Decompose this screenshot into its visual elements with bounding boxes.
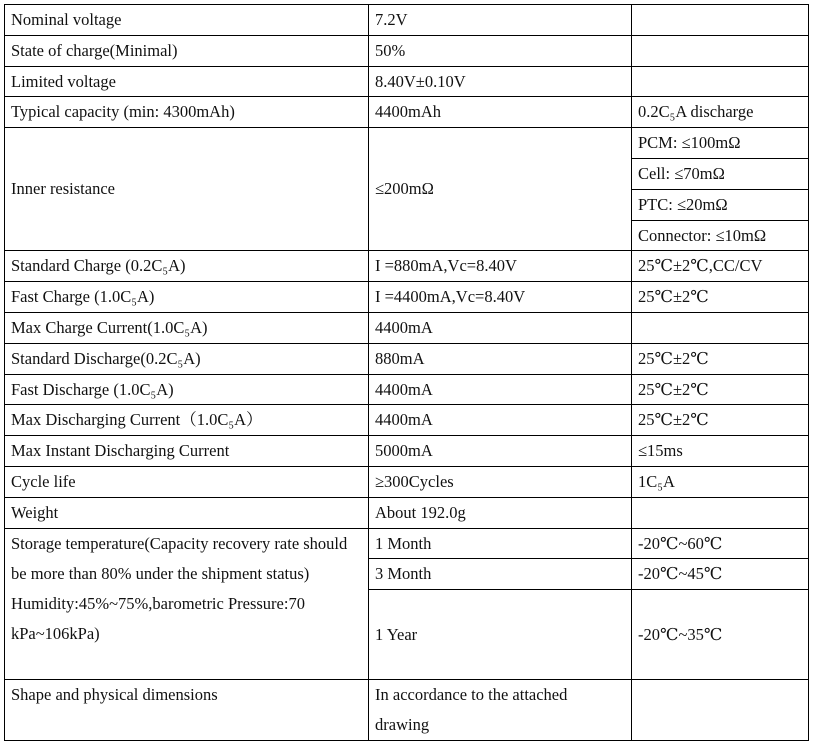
param-cell: Max Instant Discharging Current (5, 436, 369, 467)
storage-period-cell: 1 Year (369, 590, 632, 680)
table-row (5, 251, 809, 282)
condition-cell: 1C₅A (632, 466, 809, 497)
table-row (5, 680, 809, 741)
value-cell: 7.2V (369, 5, 632, 36)
condition-cell: 25℃±2℃ (632, 343, 809, 374)
condition-cell: 25℃±2℃ (632, 405, 809, 436)
storage-period-cell: 1 Month (369, 528, 632, 559)
param-cell: Typical capacity (min: 4300mAh) (5, 97, 369, 128)
param-cell: Weight (5, 497, 369, 528)
value-cell: I =4400mA,Vc=8.40V (369, 282, 632, 313)
table-row (5, 343, 809, 374)
condition-cell (632, 497, 809, 528)
param-cell: Standard Discharge(0.2C₅A) (5, 343, 369, 374)
value-cell: ≤200mΩ (369, 128, 632, 251)
param-cell: Limited voltage (5, 66, 369, 97)
value-cell: ≥300Cycles (369, 466, 632, 497)
table-row (5, 128, 809, 159)
table-row (5, 312, 809, 343)
value-cell: 8.40V±0.10V (369, 66, 632, 97)
table-row (5, 5, 809, 36)
table-row (5, 35, 809, 66)
value-cell: 5000mA (369, 436, 632, 467)
condition-cell: Connector: ≤10mΩ (632, 220, 809, 251)
param-cell: Standard Charge (0.2C₅A) (5, 251, 369, 282)
condition-cell: 25℃±2℃ (632, 282, 809, 313)
param-cell: Max Charge Current(1.0C₅A) (5, 312, 369, 343)
value-cell: 880mA (369, 343, 632, 374)
value-cell: 4400mA (369, 405, 632, 436)
condition-cell (632, 312, 809, 343)
condition-cell: PTC: ≤20mΩ (632, 189, 809, 220)
param-cell: Fast Discharge (1.0C₅A) (5, 374, 369, 405)
storage-period-cell: 3 Month (369, 559, 632, 590)
value-cell: 4400mA (369, 374, 632, 405)
table-row (5, 466, 809, 497)
condition-cell (632, 66, 809, 97)
value-cell: I =880mA,Vc=8.40V (369, 251, 632, 282)
storage-range-cell: -20℃~60℃ (632, 528, 809, 559)
table-row (5, 97, 809, 128)
value-cell: 4400mAh (369, 97, 632, 128)
condition-cell: Cell: ≤70mΩ (632, 158, 809, 189)
spec-table (4, 4, 809, 741)
param-cell: Fast Charge (1.0C₅A) (5, 282, 369, 313)
storage-range-cell: -20℃~35℃ (632, 590, 809, 680)
table-row (5, 436, 809, 467)
value-cell: 4400mA (369, 312, 632, 343)
table-row (5, 66, 809, 97)
storage-range-cell: -20℃~45℃ (632, 559, 809, 590)
param-cell: State of charge(Minimal) (5, 35, 369, 66)
condition-cell: 25℃±2℃ (632, 374, 809, 405)
table-row (5, 528, 809, 559)
value-cell: 50% (369, 35, 632, 66)
param-cell: Nominal voltage (5, 5, 369, 36)
param-cell: Shape and physical dimensions (5, 680, 369, 741)
condition-cell: ≤15ms (632, 436, 809, 467)
table-row (5, 497, 809, 528)
condition-cell: PCM: ≤100mΩ (632, 128, 809, 159)
condition-cell (632, 5, 809, 36)
table-row (5, 405, 809, 436)
param-cell: Max Discharging Current（1.0C₅A） (5, 405, 369, 436)
param-cell: Inner resistance (5, 128, 369, 251)
value-cell: In accordance to the attached drawing (369, 680, 632, 741)
condition-cell (632, 680, 809, 741)
condition-cell: 25℃±2℃,CC/CV (632, 251, 809, 282)
table-row (5, 282, 809, 313)
param-cell: Cycle life (5, 466, 369, 497)
value-cell: About 192.0g (369, 497, 632, 528)
condition-cell: 0.2C₅A discharge (632, 97, 809, 128)
table-row (5, 374, 809, 405)
storage-param-cell: Storage temperature(Capacity recovery rate should be more than 80% under the shipment status) Humidity:45%~75%,barometric Pressure:70 kPa~106kPa) (5, 528, 369, 680)
condition-cell (632, 35, 809, 66)
